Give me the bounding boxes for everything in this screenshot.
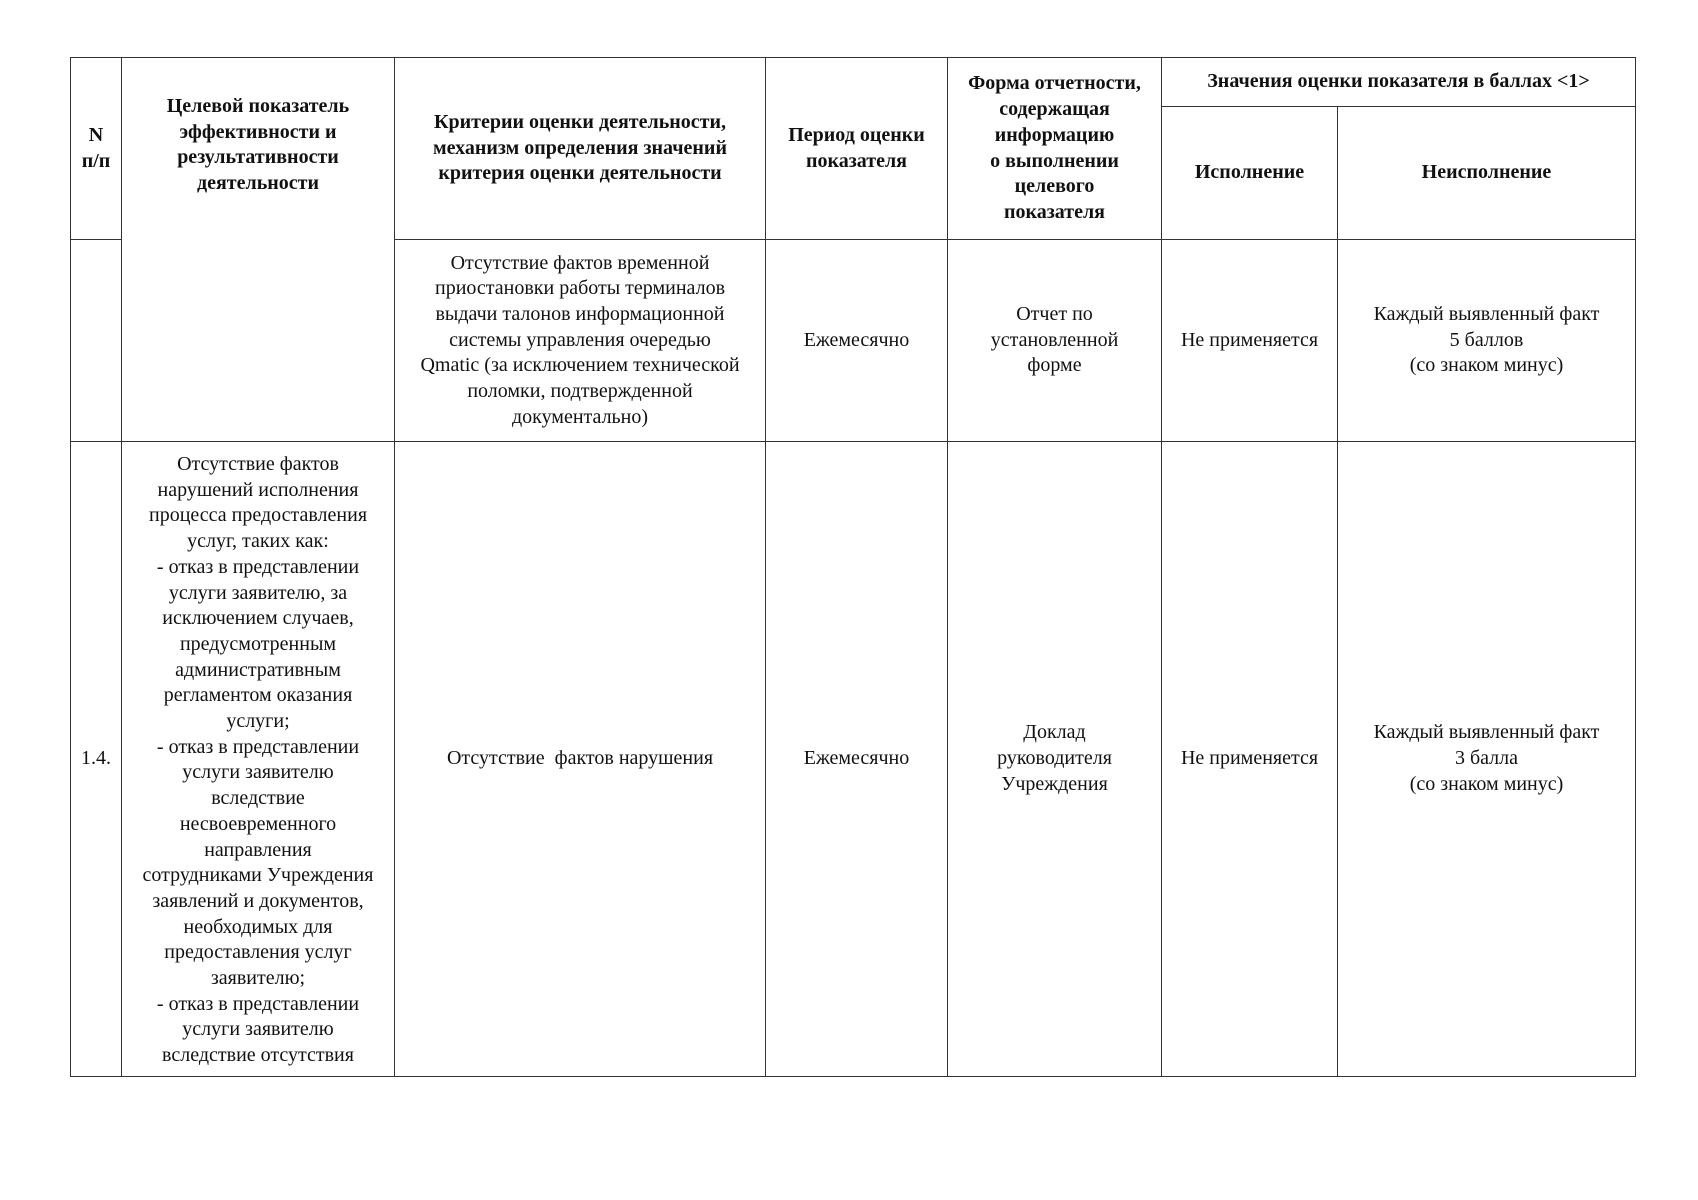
header-execution: Исполнение xyxy=(1162,107,1338,240)
row2-non-execution: Каждый выявленный факт 3 балла (со знаком минус) xyxy=(1338,442,1636,1077)
row1-num xyxy=(71,240,122,442)
row2-indicator: Отсутствие фактов нарушений исполнения процесса предоставления услуг, таких как: - отказ в представлении услуги заявителю, за исключением случаев, предусмотренным административным регламентом оказания услуги; - отказ в представлении услуги заявителю вследствие несвоевременного направления сотрудниками Учреждения заявлений и документов, необходимых для предоставления услуг заявителю; - отказ в представлении услуги заявителю вследствие отсутствия xyxy=(122,442,395,1077)
header-report-form: Форма отчетности, содержащая информацию о выполнении целевого показателя xyxy=(948,58,1162,240)
row1-period: Ежемесячно xyxy=(766,240,948,442)
row2-criteria: Отсутствие фактов нарушения xyxy=(395,442,766,1077)
row1-execution: Не применяется xyxy=(1162,240,1338,442)
row2-execution: Не применяется xyxy=(1162,442,1338,1077)
header-criteria: Критерии оценки деятельности, механизм определения значений критерия оценки деятельности xyxy=(395,58,766,240)
header-non-execution: Неисполнение xyxy=(1338,107,1636,240)
header-indicator: Целевой показатель эффективности и результативности деятельности xyxy=(122,58,395,442)
row2-report-form: Доклад руководителя Учреждения xyxy=(948,442,1162,1077)
row1-criteria: Отсутствие фактов временной приостановки работы терминалов выдачи талонов информационной системы управления очередью Qmatic (за исключением технической поломки, подтвержденной документально) xyxy=(395,240,766,442)
row2-period: Ежемесячно xyxy=(766,442,948,1077)
header-row xyxy=(71,58,1636,107)
table-row xyxy=(71,442,1636,1077)
header-num: N п/п xyxy=(71,58,122,240)
indicators-table xyxy=(70,57,1636,1077)
row1-report-form: Отчет по установленной форме xyxy=(948,240,1162,442)
row1-non-execution: Каждый выявленный факт 5 баллов (со знаком минус) xyxy=(1338,240,1636,442)
header-period: Период оценки показателя xyxy=(766,58,948,240)
header-score-group: Значения оценки показателя в баллах <1> xyxy=(1162,58,1636,107)
row2-num: 1.4. xyxy=(71,442,122,1077)
